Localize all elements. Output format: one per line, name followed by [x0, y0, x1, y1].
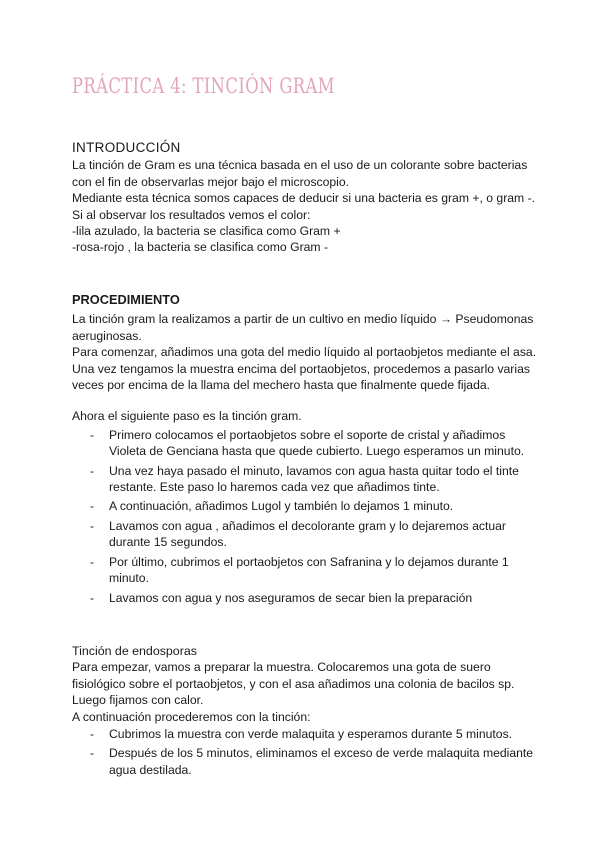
procedure-paragraph: Para comenzar, añadimos una gota del medio líquido al portaobjetos mediante el asa. [72, 345, 537, 360]
list-item: - A continuación, añadimos Lugol y también lo dejamos 1 minuto. [72, 498, 542, 514]
endospore-section [72, 643, 542, 781]
intro-line: Mediante esta técnica somos capaces de deducir si una bacteria es gram +, o gram -. [72, 191, 536, 206]
list-item: - Cubrimos la muestra con verde malaquita y esperamos durante 5 minutos. [72, 726, 542, 742]
page-title: PRÁCTICA 4: TINCIÓN GRAM [72, 74, 335, 98]
procedure-paragraph: La tinción gram la realizamos a partir de un cultivo en medio líquido → Pseudomonas aeruginosas. [72, 312, 534, 343]
procedure-section [72, 292, 542, 609]
endospore-heading: Tinción de endosporas [72, 644, 197, 658]
intro-line: -lila azulado, la bacteria se clasifica como Gram + [72, 224, 341, 239]
intro-line: Si al observar los resultados vemos el color: [72, 207, 311, 222]
procedure-paragraph: Una vez tengamos la muestra encima del portaobjetos, procedemos a pasarlo varias veces por encima de la llama del mechero hasta que finalmente quede fijada. [72, 361, 530, 393]
intro-line: La tinción de Gram es una técnica basada en el uso de un colorante sobre bacterias con el fin de observarlas mejor bajo el microscopio. [72, 158, 528, 189]
list-item: - Lavamos con agua , añadimos el decolorante gram y lo dejaremos actuar durante 15 segundos. [72, 518, 542, 551]
introduction-section [72, 140, 542, 256]
introduction-heading: INTRODUCCIÓN [72, 140, 181, 155]
list-item: - Primero colocamos el portaobjetos sobre el soporte de cristal y añadimos Violeta de Genciana hasta que quede cubierto. Luego esperamos un minuto. [72, 427, 542, 460]
procedure-next-step: Ahora el siguiente paso es la tinción gram. [72, 409, 302, 424]
gram-stain-steps-list [72, 427, 542, 606]
endospore-steps-list [72, 726, 542, 778]
list-item: - Después de los 5 minutos, eliminamos el exceso de verde malaquita mediante agua destilada. [72, 745, 542, 778]
endospore-paragraph: A continuación procederemos con la tinción: [72, 709, 311, 724]
procedure-heading: PROCEDIMIENTO [72, 292, 180, 307]
endospore-paragraph: Para empezar, vamos a preparar la muestra. Colocaremos una gota de suero fisiológico sobre el portaobjetos, y con el asa añadimos una colonia de bacilos sp. Luego fijamos con calor. [72, 660, 515, 708]
list-item: - Por último, cubrimos el portaobjetos con Safranina y lo dejamos durante 1 minuto. [72, 554, 542, 587]
intro-line: -rosa-rojo , la bacteria se clasifica como Gram - [72, 240, 329, 255]
list-item: - Lavamos con agua y nos aseguramos de secar bien la preparación [72, 590, 542, 606]
list-item: - Una vez haya pasado el minuto, lavamos con agua hasta quitar todo el tinte restante. Este paso lo haremos cada vez que añadimos tinte. [72, 463, 542, 496]
